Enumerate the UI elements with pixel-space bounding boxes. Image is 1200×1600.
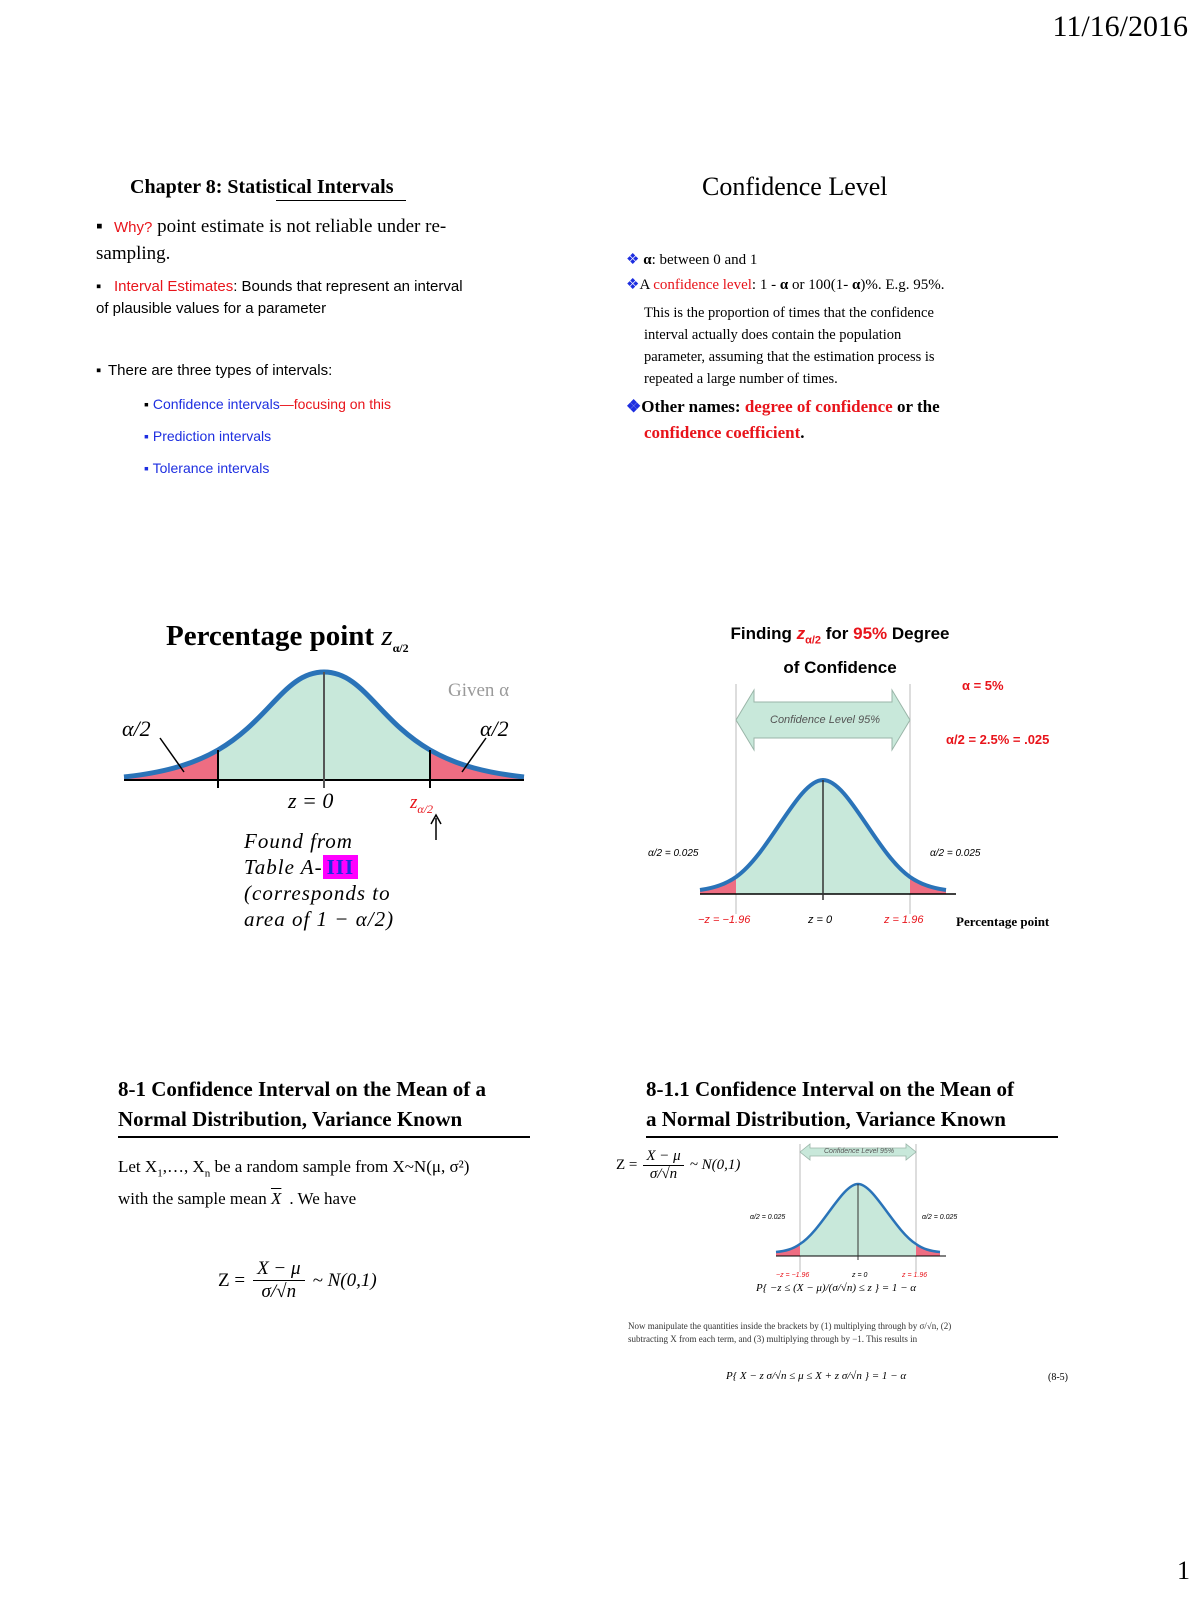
slide-title bbox=[118, 1074, 486, 1134]
neg-z-label bbox=[698, 914, 750, 926]
table-highlight: III bbox=[323, 855, 359, 879]
z-alpha-label bbox=[410, 792, 433, 817]
alpha-half-right: α/2 bbox=[480, 716, 509, 741]
slide-percentage-point bbox=[120, 620, 560, 950]
focusing-text: —focusing on this bbox=[279, 396, 392, 412]
title-line-2: a Normal Distribution, Variance Known bbox=[646, 1107, 1006, 1131]
degree-of-confidence: degree of confidence bbox=[744, 397, 893, 416]
cl-line-4: repeated a large number of times. bbox=[644, 371, 838, 387]
cl-line-2: interval actually does contain the population bbox=[644, 327, 902, 343]
cl-alpha-1: α bbox=[779, 277, 789, 293]
why-label: Why? bbox=[114, 219, 153, 236]
neg-z-value: = −1.96 bbox=[709, 914, 751, 926]
slide-statistical-intervals bbox=[96, 176, 556, 496]
bullet-mark: ▪ bbox=[96, 278, 102, 295]
percentage-point-label: Percentage point bbox=[956, 914, 1050, 929]
normal-curve-chart bbox=[120, 660, 560, 840]
sub-1: 1 bbox=[157, 1167, 163, 1180]
ellipsis-x: ,…, X bbox=[162, 1157, 205, 1176]
confidence-coefficient: confidence coefficient bbox=[644, 423, 801, 442]
bullet-mark: ▪ bbox=[96, 362, 102, 379]
pos-z-value: = 1.96 bbox=[905, 1272, 928, 1279]
note-line-3: (corresponds to bbox=[244, 881, 391, 905]
slide-ci-mean bbox=[118, 1074, 558, 1334]
given-alpha-label: Given α bbox=[448, 680, 510, 701]
page-number: 1 bbox=[1177, 1556, 1190, 1585]
z-zero-label: z = 0 bbox=[852, 1272, 868, 1279]
sample-from: be a random sample from X~N(μ, σ²) bbox=[210, 1157, 470, 1176]
slide-confidence-level bbox=[626, 172, 1086, 462]
title-for: for bbox=[821, 624, 854, 643]
let-x: Let X bbox=[118, 1157, 158, 1176]
cl-label: confidence level bbox=[653, 277, 752, 293]
bullet-confidence-level bbox=[626, 275, 945, 294]
banner-label: Confidence Level 95% bbox=[770, 714, 881, 726]
cl-paragraph bbox=[644, 302, 1064, 390]
slide-title: Confidence Level bbox=[702, 172, 888, 201]
alpha-half-left: α/2 bbox=[122, 716, 151, 741]
z-alpha-sub: α/2 bbox=[417, 801, 434, 816]
z-zero-label: z = 0 bbox=[288, 788, 334, 813]
banner-label: Confidence Level 95% bbox=[824, 1148, 895, 1155]
manip-line-2: subtracting X from each term, and (3) multiplying through by −1. This results in bbox=[628, 1334, 918, 1344]
neg-z-symbol: −z bbox=[698, 914, 710, 926]
probability-equation: P{ −z ≤ (X − μ)/(σ/√n) ≤ z } = 1 − α bbox=[756, 1282, 917, 1294]
alpha-symbol: α bbox=[643, 252, 652, 268]
fraction bbox=[253, 1258, 304, 1303]
z-symbol: z bbox=[381, 620, 393, 652]
title-pct: 95% bbox=[853, 624, 888, 643]
sub-bullet-tolerance bbox=[144, 460, 269, 476]
equation-number: (8-5) bbox=[1048, 1372, 1068, 1383]
title-line-1: 8-1 Confidence Interval on the Mean of a bbox=[118, 1077, 487, 1101]
left-tail-label: α/2 = 0.025 bbox=[648, 848, 699, 859]
title-line-1: 8-1.1 Confidence Interval on the Mean of bbox=[646, 1077, 1015, 1101]
with-sample-mean: with the sample mean bbox=[118, 1189, 271, 1209]
z-formula bbox=[616, 1148, 740, 1183]
cl-text: : 1 - bbox=[751, 277, 780, 293]
other-names-label: Other names: bbox=[641, 397, 745, 416]
bullet-three-types bbox=[96, 362, 332, 379]
slide-ci-mean-detail bbox=[616, 1074, 1076, 1404]
prediction-intervals-text: Prediction intervals bbox=[152, 428, 272, 444]
bullet-mark: ▪ bbox=[96, 216, 103, 237]
title-degree: Degree bbox=[887, 624, 950, 643]
left-tail-label: α/2 = 0.025 bbox=[750, 1214, 786, 1221]
title-divider bbox=[646, 1136, 1058, 1138]
neg-z-symbol: −z bbox=[776, 1272, 784, 1279]
alpha-text: : between 0 and 1 bbox=[651, 252, 758, 268]
random-sample-text bbox=[118, 1154, 469, 1212]
title-divider bbox=[118, 1136, 530, 1138]
cl-mid: or 100(1- bbox=[788, 277, 852, 293]
sub-bullet-prediction bbox=[144, 428, 271, 444]
right-tail-label: α/2 = 0.025 bbox=[922, 1214, 958, 1221]
z-alpha-symbol: z bbox=[410, 792, 418, 813]
bullet-alpha bbox=[626, 250, 757, 269]
alpha-equals: α = 5% bbox=[962, 678, 1004, 693]
tolerance-intervals-text: Tolerance intervals bbox=[152, 460, 270, 476]
cl-end: )%. E.g. 95%. bbox=[860, 277, 945, 293]
manipulation-text bbox=[628, 1320, 1078, 1346]
numerator: X − μ bbox=[643, 1148, 683, 1166]
cl-line-3: parameter, assuming that the estimation process is bbox=[644, 349, 935, 365]
confidence-intervals-text: Confidence intervals bbox=[152, 396, 280, 412]
page-date: 11/16/2016 bbox=[1052, 10, 1188, 43]
z-equals: Z = bbox=[218, 1269, 246, 1291]
denominator: σ/√n bbox=[261, 1281, 297, 1302]
denominator: σ/√n bbox=[649, 1166, 678, 1182]
mini-confidence-chart bbox=[746, 1142, 976, 1282]
pos-z-label bbox=[884, 914, 923, 926]
interval-estimates-label: Interval Estimates bbox=[114, 278, 234, 295]
bullet-other-names bbox=[626, 394, 1066, 446]
neg-z-value: = −1.96 bbox=[783, 1272, 810, 1279]
note-table-ref: Table A- bbox=[244, 855, 323, 879]
distribution: ~ N(0,1) bbox=[312, 1269, 377, 1291]
title-of-confidence: of Confidence bbox=[783, 658, 897, 678]
slide-title bbox=[166, 620, 409, 656]
bullet-mark: ▪ bbox=[144, 460, 149, 476]
bullet-why bbox=[96, 214, 536, 267]
bullet-mark: ▪ bbox=[144, 428, 149, 444]
pos-z-symbol: z bbox=[902, 1272, 906, 1279]
slide-title: Chapter 8: Statistical Intervals bbox=[130, 176, 394, 198]
title-divider bbox=[276, 200, 406, 201]
z-equals: Z = bbox=[616, 1157, 638, 1173]
pos-z-value: = 1.96 bbox=[889, 914, 924, 926]
slide-title bbox=[720, 620, 960, 682]
note-line-1: Found from bbox=[244, 829, 353, 853]
note-line-4: area of 1 − α/2) bbox=[244, 907, 395, 931]
cl-line-1: This is the proportion of times that the confidence bbox=[644, 305, 934, 321]
pos-z-symbol: z bbox=[884, 914, 890, 926]
pos-z-label bbox=[902, 1272, 927, 1279]
xbar: $\overline{X}$ bbox=[270, 1189, 282, 1209]
slide-title bbox=[646, 1074, 1014, 1134]
diamond-bullet-icon: ❖ bbox=[626, 252, 640, 268]
bullet-interval-estimates bbox=[96, 276, 556, 320]
numerator: X − μ bbox=[253, 1258, 304, 1281]
z-zero-label: z = 0 bbox=[808, 914, 833, 926]
we-have: . We have bbox=[289, 1189, 357, 1209]
title-z: z bbox=[796, 624, 806, 643]
sub-n: n bbox=[204, 1167, 211, 1180]
interval-estimates-text: : Bounds that represent an interval bbox=[233, 278, 463, 295]
title-line-2: Normal Distribution, Variance Known bbox=[118, 1107, 463, 1131]
interval-estimates-text-2: of plausible values for a parameter bbox=[96, 300, 327, 317]
other-names-mid: or the bbox=[892, 397, 940, 416]
cl-alpha-2: α bbox=[851, 277, 861, 293]
note-line-2 bbox=[244, 854, 394, 880]
why-text: point estimate is not reliable under re- bbox=[152, 216, 447, 237]
cl-prefix: A bbox=[639, 277, 654, 293]
diamond-bullet-icon: ❖ bbox=[626, 397, 642, 416]
distribution: ~ N(0,1) bbox=[689, 1157, 741, 1173]
three-types-text: There are three types of intervals: bbox=[108, 362, 333, 379]
title-finding: Finding bbox=[730, 624, 797, 643]
alpha-half-equals: α/2 = 2.5% = .025 bbox=[946, 732, 1050, 747]
fraction bbox=[643, 1148, 683, 1183]
other-names-end: . bbox=[800, 423, 805, 442]
slide-finding-z bbox=[640, 618, 1100, 948]
sub-bullet-confidence bbox=[144, 396, 391, 412]
z-subscript: α/2 bbox=[392, 640, 409, 655]
bullet-mark: ▪ bbox=[144, 396, 149, 412]
diamond-bullet-icon: ❖ bbox=[626, 277, 640, 293]
neg-z-label bbox=[776, 1272, 809, 1279]
z-formula bbox=[218, 1258, 377, 1303]
right-tail-label: α/2 = 0.025 bbox=[930, 848, 981, 859]
title-z-sub: α/2 bbox=[805, 634, 821, 647]
final-equation: P{ X − z σ/√n ≤ μ ≤ X + z σ/√n } = 1 − α bbox=[726, 1370, 907, 1382]
why-text-2: sampling. bbox=[96, 243, 171, 264]
table-note bbox=[244, 828, 394, 932]
manip-line-1: Now manipulate the quantities inside the brackets by (1) multiplying through by σ/√n, (2) bbox=[628, 1321, 952, 1331]
title-text: Percentage point bbox=[166, 620, 382, 652]
